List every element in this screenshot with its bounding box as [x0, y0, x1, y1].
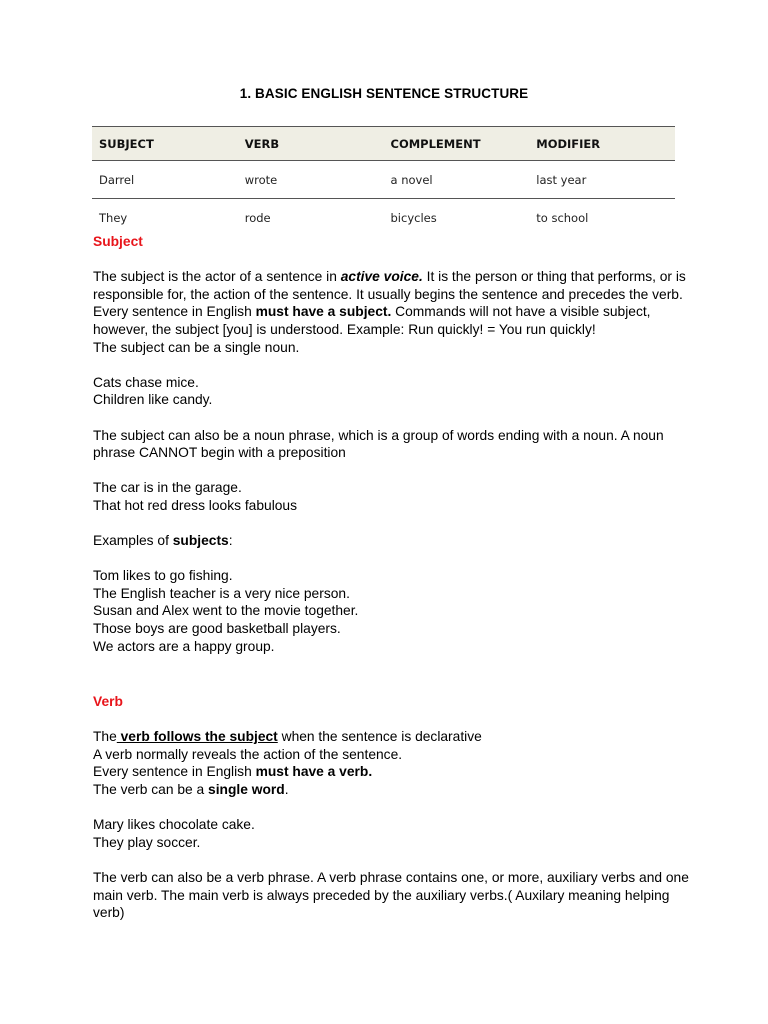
sentence-structure-table	[92, 126, 675, 248]
table-header-row	[92, 127, 675, 161]
verb-heading: Verb	[93, 694, 123, 709]
column-header-verb: VERB	[238, 127, 384, 161]
table-cell: a novel	[384, 161, 530, 199]
example-sentence: Children like candy.	[93, 392, 213, 408]
text-run-bold: single word	[208, 781, 285, 797]
text-run: when the sentence is declarative	[277, 729, 482, 745]
paragraph	[93, 532, 693, 550]
column-header-subject: SUBJECT	[92, 127, 238, 161]
table-cell: bicycles	[390, 211, 437, 225]
example-sentence: Cats chase mice.	[93, 374, 199, 390]
text-run: It is the person or thing that performs, or is responsible for, the action of the sentence. It usually begins the sentence and precedes the verb.	[93, 269, 686, 302]
column-header-complement: COMPLEMENT	[384, 127, 530, 161]
text-run-bold-italic: active voice.	[340, 269, 423, 285]
text-run: The verb can be a	[93, 781, 209, 797]
example-sentence: Tom likes to go fishing.	[93, 568, 233, 584]
text-run: Commands will not have a visible subject, however, the subject [you] is understood. Example: Run quickly! = You run quickly!	[93, 304, 651, 337]
table-cell: Darrel	[92, 161, 238, 199]
paragraph	[93, 763, 693, 781]
subject-section	[93, 233, 693, 655]
column-header-modifier: MODIFIER	[529, 127, 675, 161]
example-sentence: The car is in the garage.	[93, 480, 242, 496]
paragraph: The subject can be a single noun.	[93, 339, 300, 355]
text-run-bold: subjects	[172, 533, 229, 549]
example-sentence: Mary likes chocolate cake.	[93, 817, 255, 833]
text-run: Examples of	[93, 533, 173, 549]
text-run: Every sentence in English	[93, 764, 256, 780]
paragraph: The subject can also be a noun phrase, which is a group of words ending with a noun. A noun phrase CANNOT begin with a preposition	[93, 427, 664, 461]
example-sentence: Those boys are good basketball players.	[93, 621, 341, 637]
text-run: The	[93, 729, 117, 745]
text-run: Every sentence in English	[93, 304, 256, 320]
table-cell: wrote	[238, 161, 384, 199]
text-run-bold: must have a subject.	[255, 304, 392, 320]
paragraph: A verb normally reveals the action of the sentence.	[93, 746, 403, 762]
table-row	[92, 161, 675, 199]
paragraph	[93, 303, 693, 338]
text-run: :	[228, 533, 233, 549]
paragraph: The verb can also be a verb phrase. A verb phrase contains one, or more, auxiliary verbs and one main verb. The main verb is always preceded by the auxiliary verbs.( Auxilary meaning helping verb)	[93, 869, 689, 921]
document-title: 1. BASIC ENGLISH SENTENCE STRUCTURE	[239, 86, 529, 101]
text-run: The subject is the actor of a sentence in	[93, 269, 341, 285]
text-run-bold: must have a verb.	[255, 764, 373, 780]
example-sentence: That hot red dress looks fabulous	[93, 497, 298, 513]
paragraph	[93, 781, 693, 799]
example-sentence: We actors are a happy group.	[93, 638, 275, 654]
paragraph	[93, 728, 693, 746]
text-run: .	[284, 781, 289, 797]
example-sentence: The English teacher is a very nice person.	[93, 585, 350, 601]
table-cell: to school	[536, 211, 589, 225]
example-sentence: They play soccer.	[93, 834, 201, 850]
table-cell: rode	[244, 211, 271, 225]
verb-section	[93, 693, 693, 922]
example-sentence: Susan and Alex went to the movie together.	[93, 603, 359, 619]
text-run-bold-underline: verb follows the subject	[116, 729, 278, 745]
table-cell: last year	[529, 161, 675, 199]
subject-heading: Subject	[93, 234, 143, 249]
paragraph	[93, 268, 693, 303]
table-cell: They	[99, 211, 128, 225]
